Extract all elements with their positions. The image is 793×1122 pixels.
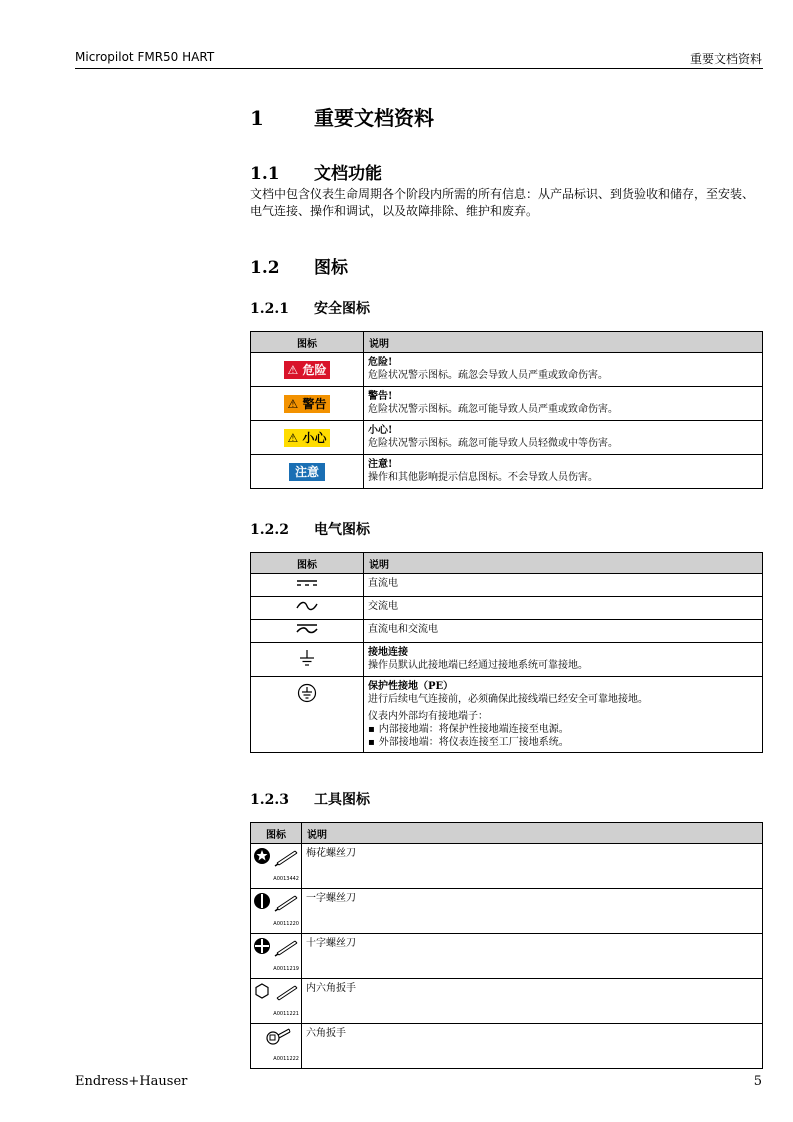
list-item: ▪ 内部接地端：将保护性接地端连接至电源。 [368,723,758,736]
ground-icon [298,649,316,667]
section-number: 1.2.2 [250,522,289,538]
table-row [251,979,763,1024]
header-product: Micropilot FMR50 HART [75,50,215,64]
row-text: 危险状况警示图标。疏忽可能导致人员轻微或中等伤害。 [368,438,618,449]
caution-badge [284,429,331,447]
page-number: 5 [753,1074,762,1089]
list-item: ▪ 外部接地端：将仪表连接至工厂接地系统。 [368,736,758,749]
hex-wrench-icon [253,1026,299,1048]
table-row [251,1024,763,1069]
header-divider [75,68,763,69]
table-row [251,889,763,934]
table-row [251,353,763,387]
row-text: 梅花螺丝刀 [302,844,763,889]
dc-ac-icon [296,623,318,635]
row-title: 警告! [368,391,393,402]
chapter-heading [250,102,434,131]
row-text: 六角扳手 [302,1024,763,1069]
allen-key-icon [253,981,299,1003]
dc-icon [296,578,318,588]
row-text: 操作员默认此接地端已经通过接地系统可靠接地。 [368,660,588,671]
header-section: 重要文档资料 [689,52,762,66]
table-row [251,455,763,489]
row-text: 内六角扳手 [302,979,763,1024]
section-heading-1-2-3 [250,789,370,809]
column-header-icon: 图标 [251,553,364,574]
table-row [251,421,763,455]
figure-code: A0013442 [273,876,299,882]
row-text: 一字螺丝刀 [302,889,763,934]
section-title: 工具图标 [314,792,370,808]
column-header-icon: 图标 [251,823,302,844]
section-heading-1-2-2 [250,519,370,539]
section-number: 1.2.1 [250,301,289,317]
row-note: 仪表内外部均有接地端子： [368,711,488,722]
table-row [251,387,763,421]
warning-triangle-icon: ⚠ [287,362,299,377]
warning-badge [284,395,331,413]
row-text: 危险状况警示图标。疏忽可能导致人员严重或致命伤害。 [368,404,618,415]
row-title: 小心! [368,425,393,436]
figure-code: A0011221 [273,1011,299,1017]
protective-earth-icon [297,683,317,703]
table-row [251,934,763,979]
badge-label: 危险 [302,362,327,377]
row-text: 十字螺丝刀 [302,934,763,979]
section-title: 图标 [314,258,348,278]
section-title: 电气图标 [314,522,370,538]
row-title: 接地连接 [368,647,408,658]
column-header-description: 说明 [364,332,763,353]
section-title: 安全图标 [314,301,370,317]
chapter-title: 重要文档资料 [314,106,434,130]
badge-label: 警告 [302,396,327,411]
section-title: 文档功能 [314,164,382,184]
figure-code: A0011222 [273,1056,299,1062]
section-heading-1-1 [250,159,382,184]
safety-symbols-table [250,331,763,489]
row-text: 直流电和交流电 [364,620,763,643]
ac-icon [296,601,318,611]
table-row [251,844,763,889]
notice-badge [289,463,325,481]
badge-label: 小心 [302,430,327,445]
table-row [251,597,763,620]
table-row [251,620,763,643]
row-text: 操作和其他影响提示信息图标。不会导致人员伤害。 [368,472,598,483]
danger-badge [284,361,331,379]
warning-triangle-icon: ⚠ [287,430,299,445]
table-row [251,677,763,753]
row-text: 交流电 [364,597,763,620]
flat-screwdriver-icon [253,891,299,913]
section-heading-1-2-1 [250,298,370,318]
row-text: 直流电 [364,574,763,597]
bullet-list [368,723,758,749]
warning-triangle-icon: ⚠ [287,396,299,411]
figure-code: A0011219 [273,966,299,972]
phillips-screwdriver-icon [253,936,299,958]
row-text: 危险状况警示图标。疏忽会导致人员严重或致命伤害。 [368,370,608,381]
column-header-icon: 图标 [251,332,364,353]
row-title: 保护性接地（PE） [368,681,454,692]
section-number: 1.1 [250,164,280,184]
electrical-symbols-table [250,552,763,753]
badge-label: 注意 [294,464,319,479]
section-heading-1-2 [250,253,348,278]
table-row [251,574,763,597]
row-title: 危险! [368,357,393,368]
table-row [251,643,763,677]
footer-brand: Endress+Hauser [75,1074,188,1089]
section-number: 1.2.3 [250,792,289,808]
section-1-1-paragraph: 文档中包含仪表生命周期各个阶段内所需的所有信息：从产品标识、到货验收和储存，至安装、电气连接、操作和调试，以及故障排除、维护和废弃。 [250,187,755,218]
torx-screwdriver-icon [253,846,299,868]
column-header-description: 说明 [302,823,763,844]
column-header-description: 说明 [364,553,763,574]
row-text: 进行后续电气连接前，必须确保此接线端已经安全可靠地接地。 [368,694,648,705]
chapter-number: 1 [250,106,264,130]
row-title: 注意! [368,459,393,470]
section-number: 1.2 [250,258,280,278]
tool-symbols-table [250,822,763,1069]
figure-code: A0011220 [273,921,299,927]
